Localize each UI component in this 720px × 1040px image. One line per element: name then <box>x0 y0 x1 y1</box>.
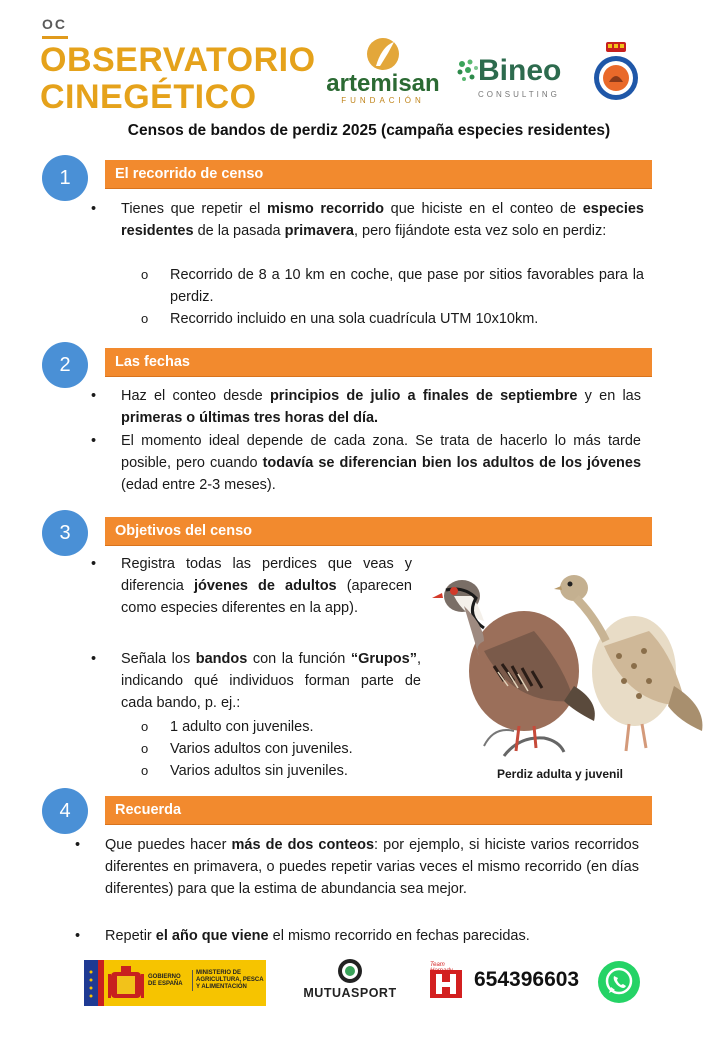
section-1-heading: El recorrido de censo <box>105 160 652 189</box>
brand-title <box>40 42 316 116</box>
artemisan-leaf-icon <box>318 36 448 72</box>
section-1-sub-item-1: o Recorrido de 8 a 10 km en coche, que pase por sitios favorables para la perdiz. <box>170 264 644 308</box>
section-4-bullet-2: • Repetir el año que viene el mismo recorrido en fechas parecidas. <box>105 925 639 947</box>
oc-underline <box>42 36 68 39</box>
bineo-dots-icon <box>456 58 480 88</box>
section-4-bullet-1: • Que puedes hacer más de dos conteos: por ejemplo, si hiciste varios recorridos diferentes en primavera, o puedes repetir varias veces el mismo recorrido (en días diferentes) para que la estima de abundancia sea mejor. <box>105 834 639 900</box>
artemisan-logo <box>318 36 448 104</box>
section-3-bullet-1: • Registra todas las perdices que veas y diferencia jóvenes de adultos (aparecen como especies diferentes en la app). <box>121 553 412 619</box>
section-3-heading: Objetivos del censo <box>105 517 652 546</box>
page-title: Censos de bandos de perdiz 2025 (campaña especies residentes) <box>127 122 611 139</box>
brand-line-2: CINEGÉTICO <box>40 78 257 116</box>
target-icon <box>298 958 402 986</box>
gov-name: GOBIERNO DE ESPAÑA <box>148 974 183 987</box>
section-3-number: 3 <box>42 510 88 556</box>
section-4-number: 4 <box>42 788 88 834</box>
section-2-heading: Las fechas <box>105 348 652 377</box>
bineo-logo <box>456 52 576 102</box>
section-3-bullet-2: • Señala los bandos con la función “Grupos”, indicando qué individuos forman parte de cada bando, p. ej.: <box>121 648 421 714</box>
bineo-name: Bineo <box>478 54 562 87</box>
gobierno-logo <box>84 960 266 1006</box>
bineo-sub: CONSULTING <box>478 90 560 99</box>
brand-line-1: OBSERVATORIO <box>40 41 316 79</box>
mutuasport-name: MUTUASPORT <box>303 986 397 1000</box>
phone-number[interactable]: 654396603 <box>474 968 580 991</box>
oc-mark: OC <box>42 16 67 32</box>
section-1-bullet-1: • Tienes que repetir el mismo recorrido que hiciste en el conteo de especies residentes de la pasada primavera, pero fijándote esta vez solo en perdiz: <box>121 198 644 242</box>
image-caption: Perdiz adulta y juvenil <box>496 767 624 781</box>
whatsapp-icon[interactable] <box>598 961 640 1003</box>
section-2-number: 2 <box>42 342 88 388</box>
adult-partridge <box>432 580 595 756</box>
eu-flag-icon <box>84 960 104 1006</box>
crest-emblem-icon <box>592 40 640 104</box>
spain-shield-icon <box>108 964 144 1002</box>
artemisan-sub: FUNDACIÓN <box>341 96 425 105</box>
section-3-sub-item-2: o Varios adultos con juveniles. <box>170 738 420 760</box>
section-1-number: 1 <box>42 155 88 201</box>
artemisan-name: artemisan <box>326 70 440 97</box>
section-1-sub-item-2: o Recorrido incluido en una sola cuadrícula UTM 10x10km. <box>170 308 644 330</box>
section-2-bullet-1: • Haz el conteo desde principios de julio a finales de septiembre y en las primeras o últimas tres horas del día. <box>121 385 641 429</box>
section-3-sub-item-1: o 1 adulto con juveniles. <box>170 716 420 738</box>
hornady-logo <box>428 962 464 1002</box>
ministry-name: MINISTERIO DE AGRICULTURA, PESCA Y ALIMENTACIÓN <box>192 970 266 991</box>
section-4-heading: Recuerda <box>105 796 652 825</box>
partridge-illustration <box>424 556 714 766</box>
section-3-sub-item-3: o Varios adultos sin juveniles. <box>170 760 420 782</box>
mutuasport-logo <box>298 958 402 1002</box>
hornady-label: Team Hornady <box>430 962 453 974</box>
section-2-bullet-2: • El momento ideal depende de cada zona. Se trata de hacerlo lo más tarde posible, pero cuando todavía se diferencian bien los adultos de los jóvenes (edad entre 2-3 meses). <box>121 430 641 496</box>
